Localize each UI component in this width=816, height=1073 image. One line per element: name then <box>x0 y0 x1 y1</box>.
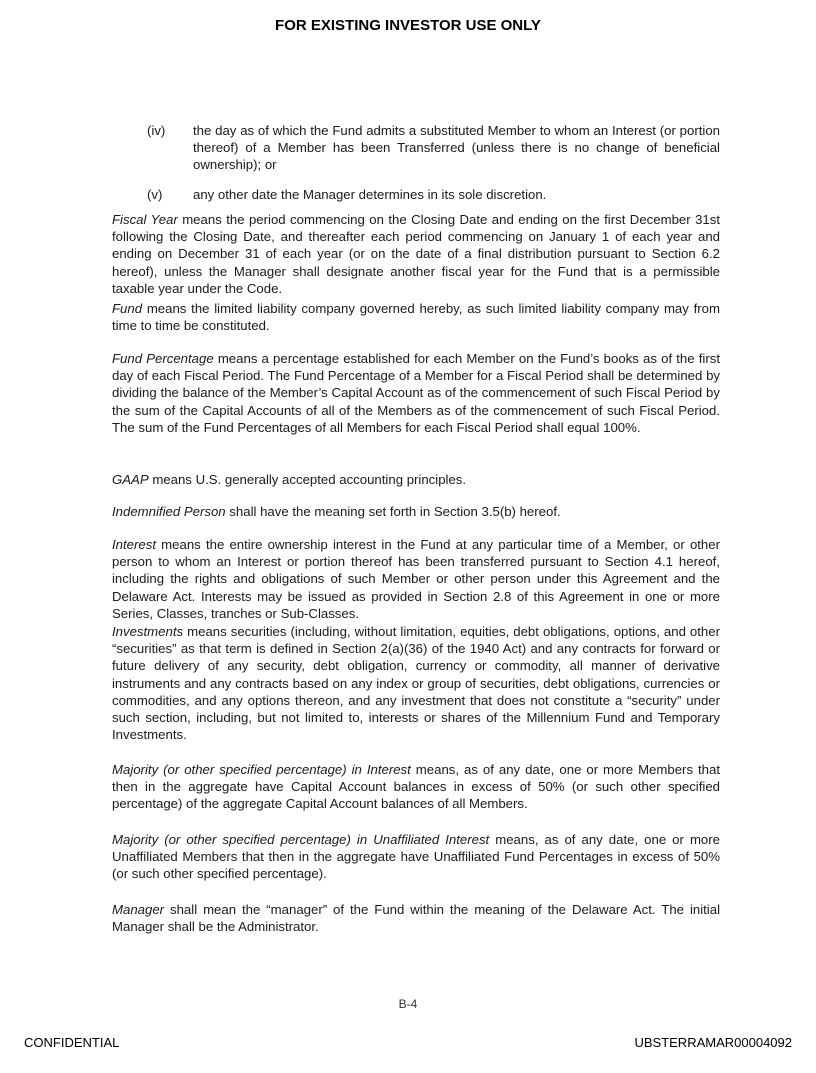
list-number: (iv) <box>147 123 166 138</box>
term: Investments <box>112 624 184 639</box>
term: Fund <box>112 301 143 316</box>
confidential-label: CONFIDENTIAL <box>24 1035 120 1050</box>
definition-fiscal-year <box>112 211 720 297</box>
definition-majority-in-interest <box>112 761 720 813</box>
definition-fund <box>112 300 720 334</box>
definition-text: means securities (including, without limitation, equities, debt obligations, options, and other “securities” as that term is defined in Section 2(a)(36) of the 1940 Act) and any contracts for forward or future delivery of any security, debt obligation, currency or commodity, all manner of derivative instruments and any contracts based on any index or group of securities, debt obligations, currencies or commodities, and any options thereon, and any investment that does not constitute a “security” under such section, including, but not limited to, interests or shares of the Millennium Fund and Temporary Investments. <box>112 624 720 743</box>
list-text: the day as of which the Fund admits a substituted Member to whom an Interest (or portion thereof) of a Member has been Transferred (unless there is no change of beneficial ownership); or <box>193 123 720 173</box>
term: Fund Percentage <box>112 351 214 366</box>
term: Indemnified Person <box>112 504 226 519</box>
definition-text: means, as of any date, one or more Unaffiliated Members that then in the aggregate have Unaffiliated Fund Percentages in excess of 50% (or such other specified percentage). <box>112 832 720 882</box>
definition-interest <box>112 536 720 622</box>
definition-text: means the limited liability company governed hereby, as such limited liability company may from time to time be constituted. <box>112 301 720 334</box>
definition-majority-unaffiliated <box>112 831 720 883</box>
term: Interest <box>112 537 156 552</box>
definition-text: means, as of any date, one or more Members that then in the aggregate have Capital Account balances in excess of 50% (or such other specified percentage) of the aggregate Capital Account balances of all Members. <box>112 762 720 812</box>
definition-text: shall have the meaning set forth in Section 3.5(b) hereof. <box>225 504 561 519</box>
definition-text: means a percentage established for each Member on the Fund’s books as of the first day of each Fiscal Period. The Fund Percentage of a Member for a Fiscal Period shall be determined by dividing the balance of the Member’s Capital Account as of the commencement of such Fiscal Period by the sum of the Capital Accounts of all of the Members as of the commencement of such Fiscal Period. The sum of the Fund Percentages of all Members for each Fiscal Period shall equal 100%. <box>112 351 720 435</box>
definition-text: means the period commencing on the Closing Date and ending on the first December 31st following the Closing Date, and thereafter each period commencing on January 1 of each year and ending on December 31 of each year (or on the date of a final distribution pursuant to Section 6.2 hereof), unless the Manager shall designate another fiscal year for the Fund that is a permissible taxable year under the Code. <box>112 212 720 296</box>
definition-text: shall mean the “manager” of the Fund within the meaning of the Delaware Act. The initial Manager shall be the Administrator. <box>112 902 720 935</box>
bates-number: UBSTERRAMAR00004092 <box>634 1035 792 1050</box>
definition-text: means U.S. generally accepted accounting principles. <box>148 472 467 487</box>
definition-manager <box>112 901 720 935</box>
definition-indemnified-person <box>112 503 720 520</box>
term: Majority (or other specified percentage) in Unaffiliated Interest <box>112 832 490 847</box>
definition-text: means the entire ownership interest in the Fund at any particular time of a Member, or other person to whom an Interest or portion thereof has been transferred pursuant to Section 4.1 hereof, including the rights and obligations of such Member or other person under this Agreement and the Delaware Act. Interests may be issued as provided in Section 2.8 of this Agreement in one or more Series, Classes, tranches or Sub-Classes. <box>112 537 720 621</box>
term: Majority (or other specified percentage) in Interest <box>112 762 411 777</box>
term: GAAP <box>112 472 149 487</box>
list-text: any other date the Manager determines in its sole discretion. <box>193 187 547 202</box>
definition-investments <box>112 623 720 743</box>
term: Manager <box>112 902 165 917</box>
definition-gaap <box>112 471 720 488</box>
document-header: FOR EXISTING INVESTOR USE ONLY <box>275 17 541 34</box>
term: Fiscal Year <box>112 212 178 227</box>
page-number: B-4 <box>398 997 418 1011</box>
definition-fund-percentage <box>112 350 720 436</box>
list-number: (v) <box>147 187 163 202</box>
